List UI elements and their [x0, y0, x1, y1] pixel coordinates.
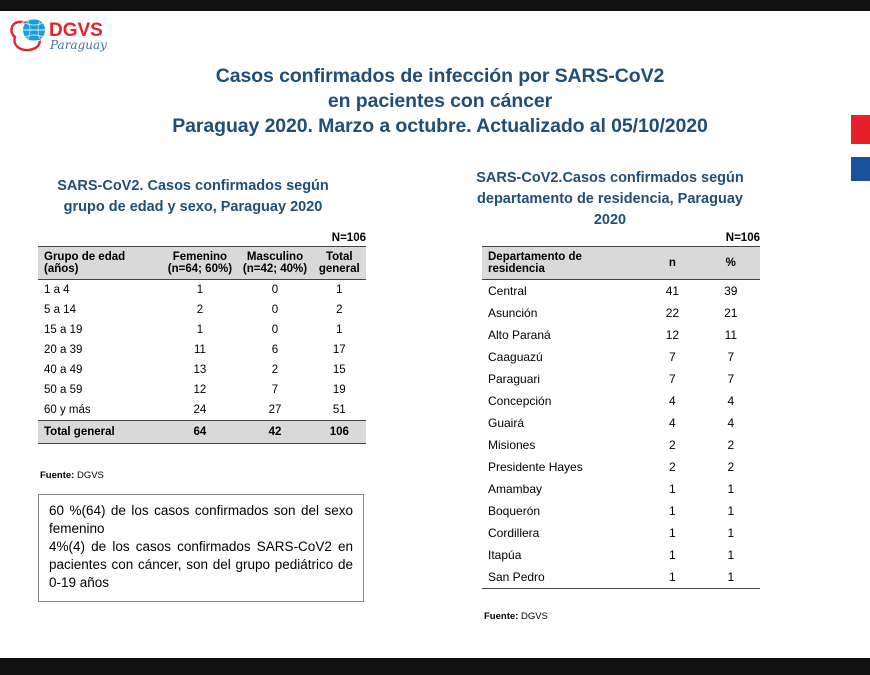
left-heading-line-2: grupo de edad y sexo, Paraguay 2020	[63, 199, 323, 215]
row-pct: 21	[724, 306, 738, 320]
table-row	[482, 566, 760, 589]
row-departamento: Paraguari	[488, 372, 541, 386]
table-row	[482, 500, 760, 522]
row-n: 22	[665, 306, 680, 320]
globe-icon	[18, 19, 50, 41]
table-row	[38, 280, 366, 301]
callout-line-2: 4%(4) de los casos confirmados SARS-CoV2 en pacientes con cáncer, son del grupo pediátrico de 0-19 años	[49, 539, 353, 590]
col-header-femenino: Femenino (n=64; 60%)	[162, 247, 237, 280]
table-total-row	[38, 421, 366, 444]
table-row	[38, 380, 366, 400]
row-pct: 1	[727, 548, 735, 562]
table-row	[482, 390, 760, 412]
total-femenino: 64	[162, 421, 237, 444]
row-femenino: 12	[193, 384, 207, 396]
left-table-source	[40, 470, 104, 481]
right-heading-line-2: departamento de residencia, Paraguay	[477, 191, 743, 207]
logo-wordmark: DGVS	[49, 20, 103, 41]
row-grupo-edad: 40 a 49	[44, 364, 83, 376]
row-masculino: 0	[271, 284, 279, 296]
row-departamento: Presidente Hayes	[488, 460, 583, 474]
row-femenino: 2	[196, 304, 204, 316]
col-header-n: n	[643, 247, 701, 280]
row-total: 17	[332, 344, 346, 356]
source-label: Fuente:	[484, 611, 519, 622]
table-row	[482, 302, 760, 324]
table-header-row	[482, 247, 760, 280]
right-heading-line-3: 2020	[593, 212, 627, 228]
table-header-row	[38, 247, 366, 280]
accent-chip-red	[851, 115, 870, 144]
title-line-2: en pacientes con cáncer	[327, 90, 553, 112]
row-n: 4	[669, 394, 676, 408]
callout-line-1: 60 %(64) de los casos confirmados son del sexo femenino	[49, 503, 353, 536]
row-grupo-edad: 20 a 39	[44, 344, 83, 356]
table-row	[38, 300, 366, 320]
row-departamento: Amambay	[488, 482, 543, 496]
row-departamento: Concepción	[488, 394, 552, 408]
table-row	[38, 340, 366, 360]
total-general: 106	[313, 421, 366, 444]
table-row	[482, 346, 760, 368]
row-n: 4	[669, 416, 676, 430]
title-line-3: Paraguay 2020. Marzo a octubre. Actualizado al 05/10/2020	[172, 115, 708, 137]
row-total: 1	[336, 324, 343, 336]
right-panel-heading	[455, 168, 765, 231]
left-table-n-label: N=106	[331, 232, 366, 244]
row-femenino: 13	[193, 364, 207, 376]
row-grupo-edad: 50 a 59	[44, 384, 83, 396]
table-row	[482, 412, 760, 434]
age-sex-table	[38, 246, 366, 444]
table-row	[482, 434, 760, 456]
row-pct: 2	[727, 438, 735, 452]
table-row	[482, 368, 760, 390]
col-header-grupo-edad: Grupo de edad (años)	[38, 247, 162, 280]
col-header-masculino: Masculino (n=42; 40%)	[237, 247, 312, 280]
right-table-n-label: N=106	[725, 232, 760, 244]
source-label: Fuente:	[40, 470, 75, 481]
right-heading-line-1: SARS-CoV2.Casos confirmados según	[476, 170, 744, 186]
logo-subtitle: Paraguay	[50, 38, 107, 52]
row-departamento: Asunción	[488, 306, 538, 320]
left-panel-heading	[28, 176, 358, 218]
row-n: 1	[669, 504, 676, 518]
table-row	[482, 456, 760, 478]
row-grupo-edad: 15 a 19	[44, 324, 83, 336]
row-pct: 2	[727, 460, 735, 474]
row-departamento: Cordillera	[488, 526, 540, 540]
row-masculino: 0	[271, 304, 279, 316]
row-n: 2	[669, 438, 676, 452]
row-femenino: 24	[193, 404, 207, 416]
left-heading-line-1: SARS-CoV2. Casos confirmados según	[57, 178, 329, 194]
total-masculino: 42	[237, 421, 312, 444]
row-femenino: 11	[193, 344, 206, 356]
accent-chip-blue	[851, 157, 870, 181]
row-grupo-edad: 1 a 4	[44, 284, 70, 296]
col-header-departamento: Departamento de residencia	[482, 247, 643, 280]
dgvs-logo	[8, 14, 128, 60]
table-row	[482, 324, 760, 346]
row-masculino: 0	[271, 324, 279, 336]
row-n: 1	[669, 526, 676, 540]
row-total: 1	[336, 284, 343, 296]
table-row	[482, 522, 760, 544]
row-femenino: 1	[196, 284, 204, 296]
row-n: 1	[669, 548, 676, 562]
row-grupo-edad: 60 y más	[44, 404, 91, 416]
row-n: 7	[669, 350, 676, 364]
row-total: 19	[332, 384, 346, 396]
row-departamento: Boquerón	[488, 504, 541, 518]
row-grupo-edad: 5 a 14	[44, 304, 76, 316]
row-departamento: San Pedro	[482, 566, 643, 589]
row-departamento: Caaguazú	[488, 350, 543, 364]
row-pct: 4	[727, 394, 735, 408]
row-pct: 7	[727, 372, 735, 386]
row-pct: 1	[727, 504, 735, 518]
row-n: 2	[669, 460, 676, 474]
row-n: 1	[643, 566, 701, 589]
row-pct: 7	[727, 350, 735, 364]
row-pct: 11	[724, 328, 738, 342]
total-label: Total general	[38, 421, 162, 444]
table-row	[482, 544, 760, 566]
table-row	[38, 320, 366, 340]
top-black-bar	[0, 0, 870, 11]
row-total: 15	[332, 364, 346, 376]
row-total: 2	[336, 304, 343, 316]
row-departamento: Guairá	[488, 416, 525, 430]
row-masculino: 2	[271, 364, 279, 376]
row-masculino: 7	[271, 384, 279, 396]
row-departamento: Central	[488, 284, 527, 298]
row-n: 41	[665, 284, 680, 298]
bottom-black-bar	[0, 658, 870, 675]
summary-callout-box	[38, 494, 364, 602]
row-pct: 39	[724, 284, 738, 298]
right-table-source	[484, 611, 548, 622]
row-pct: 1	[727, 526, 735, 540]
source-value: DGVS	[518, 611, 548, 622]
row-total: 51	[332, 404, 346, 416]
row-departamento: Itapúa	[488, 548, 522, 562]
col-header-total-general: Total general	[313, 247, 366, 280]
row-pct: 1	[727, 482, 735, 496]
row-n: 7	[669, 372, 676, 386]
row-masculino: 27	[268, 404, 282, 416]
row-departamento: Misiones	[488, 438, 536, 452]
col-header-pct: %	[702, 247, 760, 280]
row-pct: 1	[702, 566, 760, 589]
row-masculino: 6	[271, 344, 279, 356]
row-pct: 4	[727, 416, 735, 430]
row-n: 1	[669, 482, 676, 496]
page-title	[120, 64, 760, 139]
table-row	[38, 400, 366, 421]
table-row	[482, 478, 760, 500]
table-row	[482, 280, 760, 303]
title-line-1: Casos confirmados de infección por SARS-CoV2	[215, 65, 665, 87]
row-femenino: 1	[196, 324, 204, 336]
row-n: 12	[665, 328, 680, 342]
row-departamento: Alto Paraná	[488, 328, 551, 342]
source-value: DGVS	[74, 470, 104, 481]
department-table	[482, 246, 760, 589]
table-row	[38, 360, 366, 380]
